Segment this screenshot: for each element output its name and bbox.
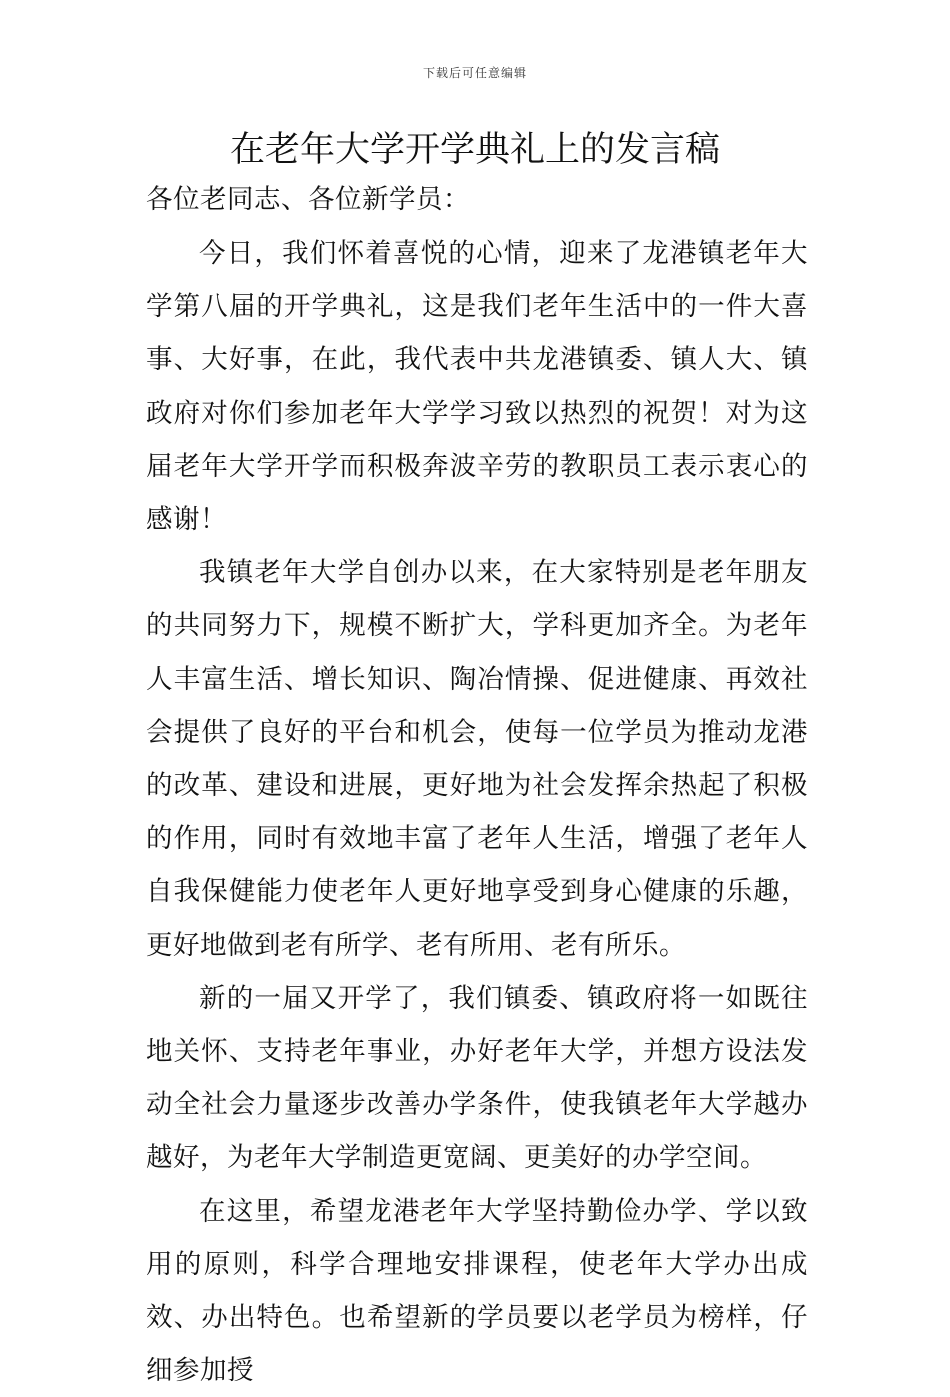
paragraph-2: 我镇老年大学自创办以来，在大家特别是老年朋友的共同努力下，规模不断扩大，学科更加齐全。为老年人丰富生活、增长知识、陶冶情操、促进健康、再效社会提供了良好的平台和机会，使每一位学员为推动龙港的改革、建设和进展，更好地为社会发挥余热起了积极的作用，同时有效地丰富了老年人生活，增强了老年人自我保健能力使老年人更好地享受到身心健康的乐趣，更好地做到老有所学、老有所用、老有所乐。 <box>146 557 808 961</box>
paragraph-1: 今日，我们怀着喜悦的心情，迎来了龙港镇老年大学第八届的开学典礼，这是我们老年生活中的一件大喜事、大好事，在此，我代表中共龙港镇委、镇人大、镇政府对你们参加老年大学学习致以热烈的祝贺！对为这届老年大学开学而积极奔波辛劳的教职员工表示衷心的感谢！ <box>146 238 808 536</box>
header-note: 下载后可任意编辑 <box>422 66 527 80</box>
paragraph-4: 在这里，希望龙港老年大学坚持勤俭办学、学以致用的原则，科学合理地安排课程，使老年大学办出成效、办出特色。也希望新的学员要以老学员为榜样，仔细参加授 <box>146 1195 808 1387</box>
document-body <box>146 176 808 1397</box>
paragraph-3: 新的一届又开学了，我们镇委、镇政府将一如既往地关怀、支持老年事业，办好老年大学，并想方设法发动全社会力量逐步改善办学条件，使我镇老年大学越办越好，为老年大学制造更宽阔、更美好的办学空间。 <box>146 982 808 1174</box>
document-title: 在老年大学开学典礼上的发言稿 <box>229 130 720 170</box>
salutation: 各位老同志、各位新学员： <box>146 184 470 215</box>
